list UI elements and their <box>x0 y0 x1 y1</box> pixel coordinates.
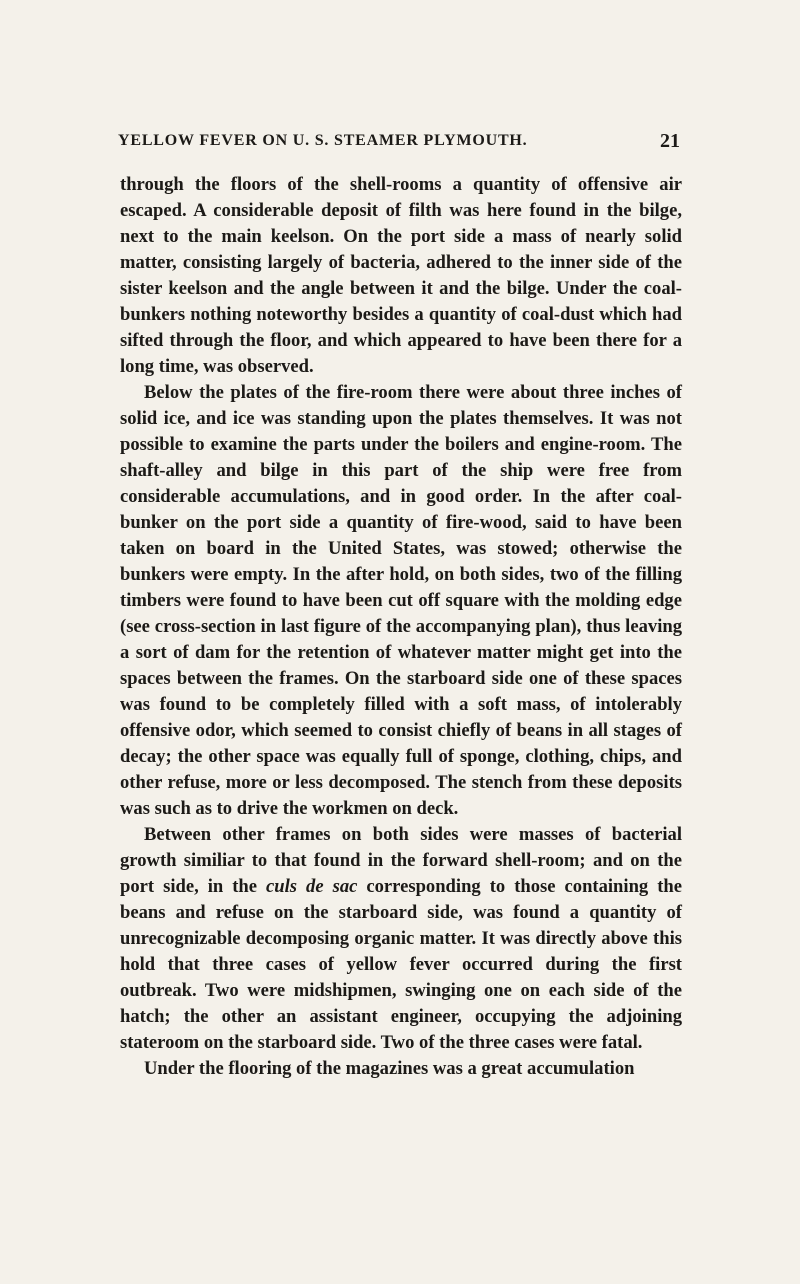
paragraph-3-text-before: Between other frames on both sides were masses of bacterial growth similiar to that found in the forward shell-room; and on the port side, in the <box>120 824 682 897</box>
running-title: YELLOW FEVER ON U. S. STEAMER PLYMOUTH. <box>118 132 528 149</box>
paragraph-3 <box>120 822 682 1056</box>
paragraph-2: Below the plates of the fire-room there were about three inches of solid ice, and ice was standing upon the plates themselves. It was not possible to examine the parts under the boilers and engine-room. The shaft-alley and bilge in this part of the ship were free from considerable accumulations, and in good order. In the after coal-bunker on the port side a quantity of fire-wood, said to have been taken on board in the United States, was stowed; otherwise the bunkers were empty. In the after hold, on both sides, two of the filling timbers were found to have been cut off square with the molding edge (see cross-section in last figure of the accompanying plan), thus leaving a sort of dam for the retention of whatever matter might get into the spaces between the frames. On the starboard side one of these spaces was found to be completely filled with a soft mass, of intolerably offensive odor, which seemed to consist chiefly of beans in all stages of decay; the other space was equally full of sponge, clothing, chips, and other refuse, more or less decomposed. The stench from these deposits was such as to drive the workmen on deck. <box>120 382 682 819</box>
running-head <box>118 132 680 162</box>
paragraph-3-italic-term: culs de sac <box>266 876 358 897</box>
page-number: 21 <box>660 130 680 152</box>
paragraph-1: through the floors of the shell-rooms a quantity of offensive air escaped. A considerable deposit of filth was here found in the bilge, next to the main keelson. On the port side a mass of nearly solid matter, consisting largely of bacteria, adhered to the inner side of the sister keelson and the angle between it and the bilge. Under the coal-bunkers nothing noteworthy besides a quantity of coal-dust which had sifted through the floor, and which appeared to have been there for a long time, was observed. <box>120 174 682 377</box>
paragraph-4: Under the flooring of the magazines was a great accumulation <box>144 1058 635 1079</box>
body-text <box>120 172 682 1082</box>
paragraph-3-text-after: corresponding to those containing the beans and refuse on the starboard side, was found a quantity of unrecognizable decomposing organic matter. It was directly above this hold that three cases of yellow fever occurred during the first outbreak. Two were midshipmen, swinging one on each side of the hatch; the other an assistant engineer, occupying the adjoining stateroom on the starboard side. Two of the three cases were fatal. <box>120 876 682 1053</box>
